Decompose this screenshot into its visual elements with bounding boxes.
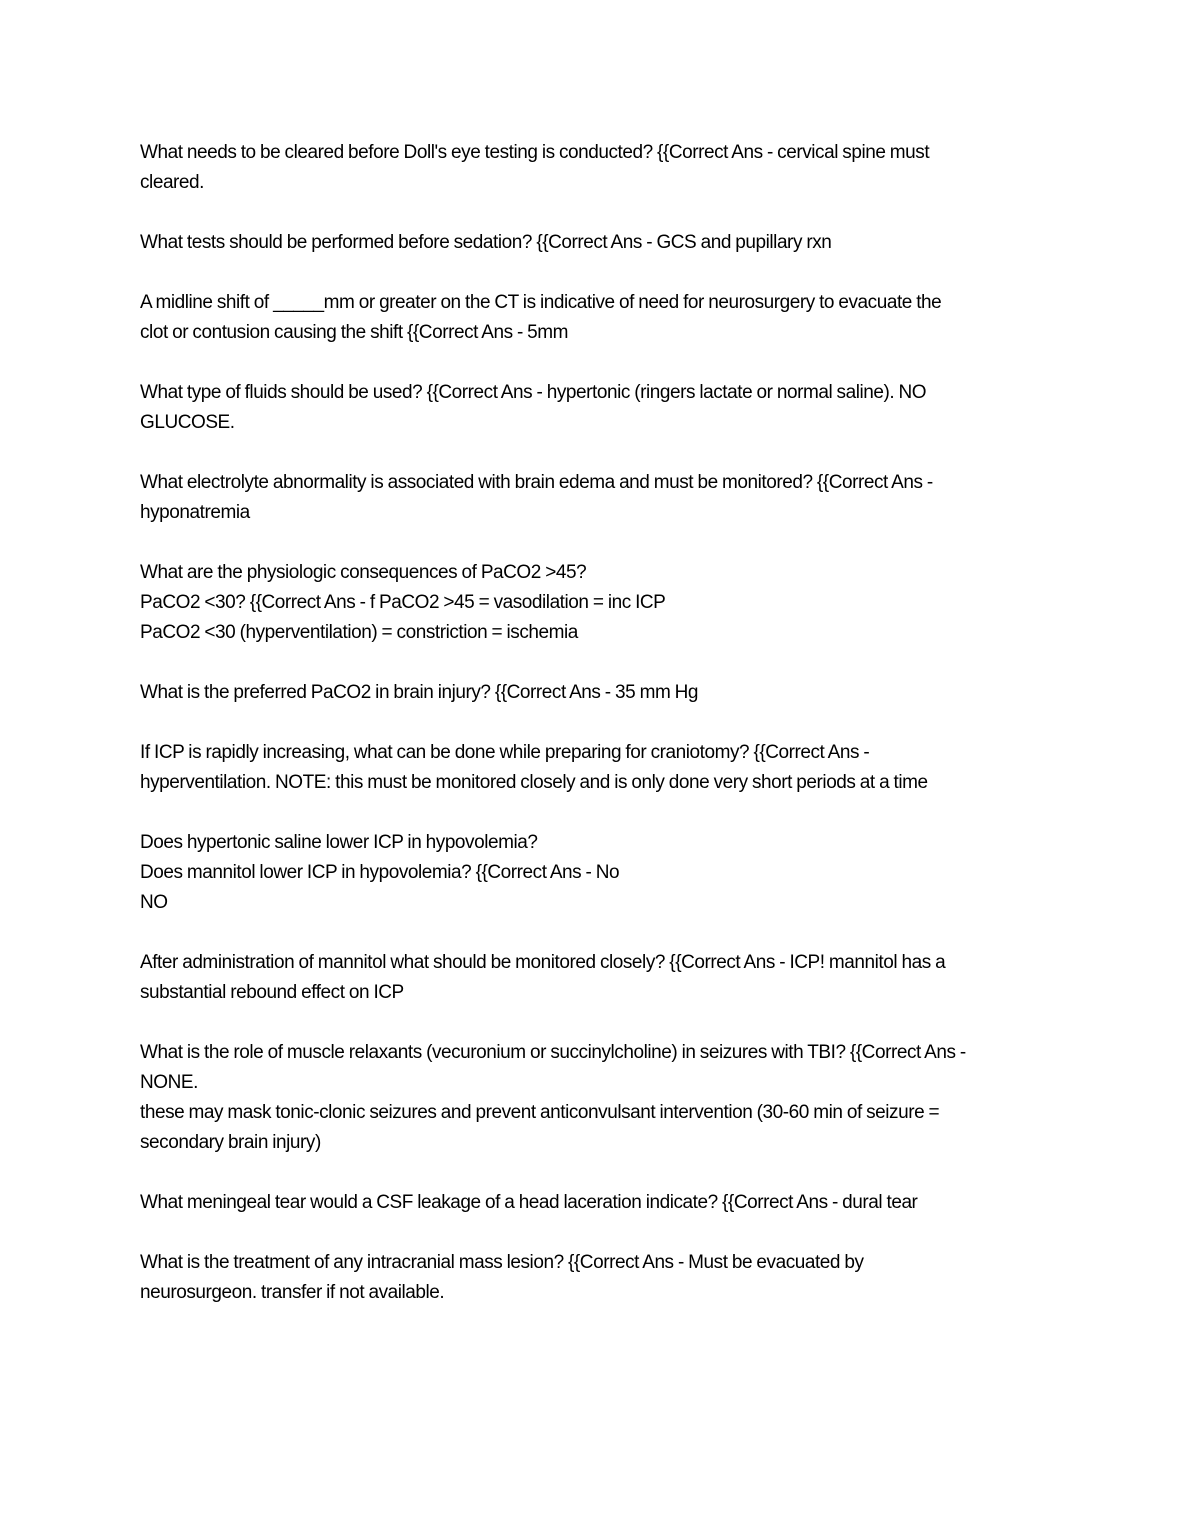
text-line: What type of fluids should be used? {{Correct Ans - hypertonic (ringers lactate or normal saline). NO: [140, 382, 927, 403]
qa-item: [140, 378, 1052, 438]
text-line: Does hypertonic saline lower ICP in hypovolemia?: [140, 832, 538, 853]
text-line: GLUCOSE.: [140, 412, 235, 433]
document-body: [140, 138, 1052, 1308]
text-line: PaCO2 <30? {{Correct Ans - f PaCO2 >45 = vasodilation = inc ICP: [140, 592, 666, 613]
qa-item: [140, 738, 1052, 798]
qa-item: [140, 288, 1052, 348]
text-line: Does mannitol lower ICP in hypovolemia? {{Correct Ans - No: [140, 862, 620, 883]
text-line: What electrolyte abnormality is associated with brain edema and must be monitored? {{Correct Ans -: [140, 472, 933, 493]
text-line: A midline shift of _____mm or greater on the CT is indicative of need for neurosurgery to evacuate the: [140, 292, 942, 313]
text-line: these may mask tonic-clonic seizures and prevent anticonvulsant intervention (30-60 min of seizure =: [140, 1102, 940, 1123]
qa-item: [140, 678, 1052, 708]
text-line: After administration of mannitol what should be monitored closely? {{Correct Ans - ICP! mannitol has a: [140, 952, 946, 973]
qa-item: [140, 1188, 1052, 1218]
text-line: hyperventilation. NOTE: this must be monitored closely and is only done very short periods at a time: [140, 772, 928, 793]
text-line: What meningeal tear would a CSF leakage of a head laceration indicate? {{Correct Ans - dural tear: [140, 1192, 918, 1213]
qa-item: [140, 228, 1052, 258]
text-line: If ICP is rapidly increasing, what can be done while preparing for craniotomy? {{Correct Ans -: [140, 742, 870, 763]
qa-item: [140, 1248, 1052, 1308]
text-line: What tests should be performed before sedation? {{Correct Ans - GCS and pupillary rxn: [140, 232, 832, 253]
text-line: hyponatremia: [140, 502, 250, 523]
text-line: What is the preferred PaCO2 in brain injury? {{Correct Ans - 35 mm Hg: [140, 682, 699, 703]
text-line: substantial rebound effect on ICP: [140, 982, 404, 1003]
text-line: cleared.: [140, 172, 204, 193]
qa-item: [140, 468, 1052, 528]
text-line: What is the treatment of any intracranial mass lesion? {{Correct Ans - Must be evacuated by: [140, 1252, 864, 1273]
qa-item: [140, 138, 1052, 198]
qa-item: [140, 1038, 1052, 1158]
text-line: What are the physiologic consequences of PaCO2 >45?: [140, 562, 587, 583]
text-line: secondary brain injury): [140, 1132, 321, 1153]
qa-item: [140, 948, 1052, 1008]
text-line: clot or contusion causing the shift {{Correct Ans - 5mm: [140, 322, 569, 343]
text-line: NONE.: [140, 1072, 198, 1093]
text-line: What needs to be cleared before Doll's eye testing is conducted? {{Correct Ans - cervical spine must: [140, 142, 930, 163]
text-line: neurosurgeon. transfer if not available.: [140, 1282, 445, 1303]
qa-item: [140, 558, 1052, 648]
text-line: NO: [140, 892, 168, 913]
text-line: What is the role of muscle relaxants (vecuronium or succinylcholine) in seizures with TBI? {{Correct Ans -: [140, 1042, 966, 1063]
qa-item: [140, 828, 1052, 918]
text-line: PaCO2 <30 (hyperventilation) = constriction = ischemia: [140, 622, 578, 643]
